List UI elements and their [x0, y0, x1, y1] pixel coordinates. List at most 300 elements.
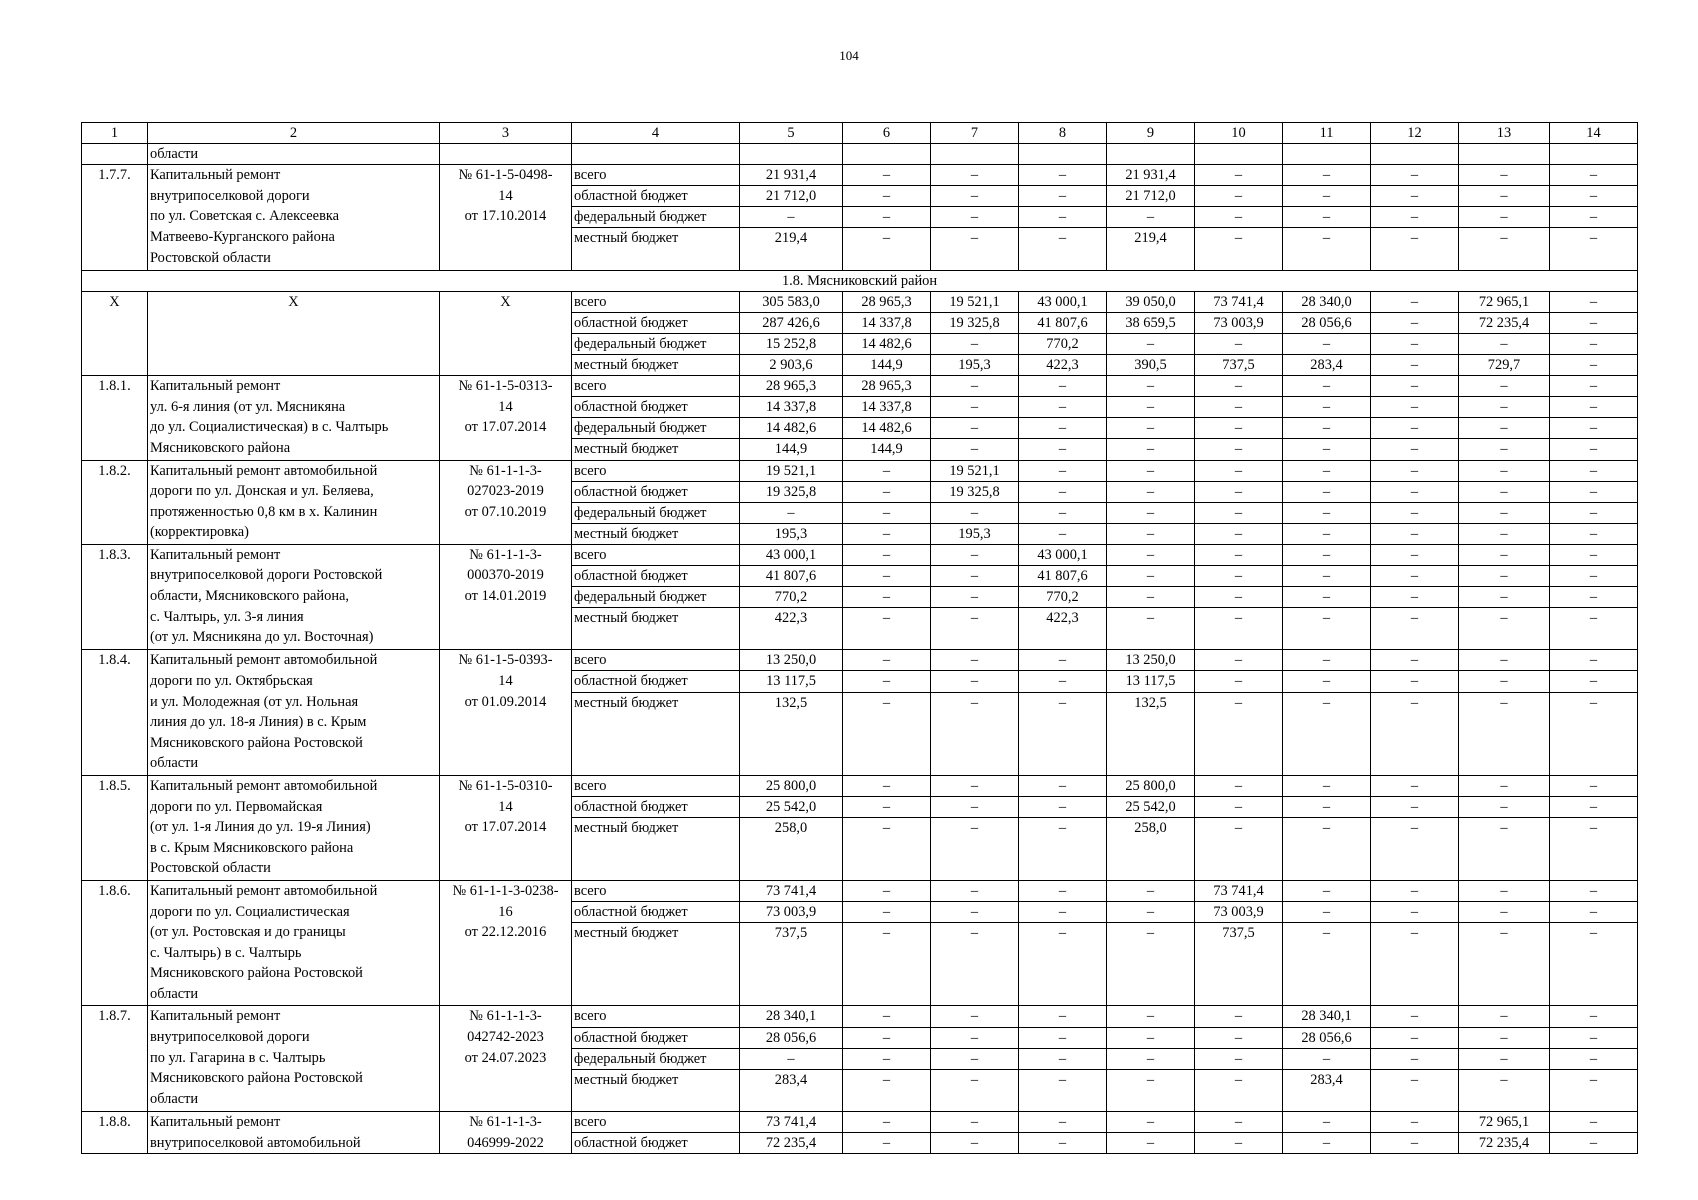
item-document-line: 14 [498, 398, 513, 415]
value-cell: – [843, 207, 931, 228]
value-cell: – [1019, 692, 1107, 775]
item-document-line: от 01.09.2014 [464, 693, 547, 710]
value-cell: 13 250,0 [740, 650, 843, 671]
value-cell: – [1371, 376, 1459, 397]
value-cell: 21 712,0 [1107, 186, 1195, 207]
budget-label: областной бюджет [572, 565, 740, 586]
value-cell: 28 340,0 [1283, 291, 1371, 312]
value-cell: – [1550, 1006, 1638, 1027]
value-cell: 258,0 [1107, 818, 1195, 881]
value-cell: 13 250,0 [1107, 650, 1195, 671]
value-cell: 72 235,4 [1459, 312, 1550, 333]
value-cell: 38 659,5 [1107, 312, 1195, 333]
value-cell: – [1195, 165, 1283, 186]
value-cell: – [1107, 502, 1195, 523]
item-number: 1.8.7. [82, 1006, 148, 1111]
item-description-line: протяженностью 0,8 км в х. Калинин [150, 503, 378, 520]
value-cell: – [1371, 650, 1459, 671]
value-cell: – [1550, 418, 1638, 439]
value-cell: 219,4 [1107, 228, 1195, 270]
value-cell: – [1283, 439, 1371, 460]
value-cell: – [1283, 1111, 1371, 1132]
item-description-line: дороги по ул. Донская и ул. Беляева, [150, 483, 374, 500]
value-cell: – [1371, 902, 1459, 923]
value-cell: 73 741,4 [740, 880, 843, 901]
value-cell: – [1283, 565, 1371, 586]
value-cell: – [1283, 797, 1371, 818]
value-cell: – [1107, 1006, 1195, 1027]
value-cell: – [1550, 1111, 1638, 1132]
item-document-line: от 24.07.2023 [464, 1049, 547, 1066]
item-document-line: 16 [498, 903, 513, 920]
value-cell: 14 337,8 [843, 312, 931, 333]
value-cell: – [1459, 692, 1550, 775]
value-cell: 19 521,1 [740, 460, 843, 481]
value-cell: – [1371, 333, 1459, 354]
value-cell: – [1283, 460, 1371, 481]
value-cell: – [740, 502, 843, 523]
budget-label: областной бюджет [572, 186, 740, 207]
value-cell: – [931, 902, 1019, 923]
item-document [440, 775, 572, 880]
value-cell: 195,3 [740, 523, 843, 544]
item-description-line: ул. 6-я линия (от ул. Мясникяна [150, 398, 346, 415]
value-cell: – [843, 523, 931, 544]
item-number: 1.8.1. [82, 376, 148, 460]
value-cell: 43 000,1 [1019, 544, 1107, 565]
value-cell: – [1550, 902, 1638, 923]
value-cell: 283,4 [1283, 1069, 1371, 1111]
table-row [82, 460, 1638, 481]
value-cell: – [843, 544, 931, 565]
item-description-line: дороги по ул. Социалистическая [150, 903, 350, 920]
value-cell: – [1283, 650, 1371, 671]
value-cell: – [1195, 1111, 1283, 1132]
value-cell: – [1195, 397, 1283, 418]
value-cell: – [1371, 608, 1459, 650]
value-cell: – [1195, 608, 1283, 650]
value-cell: – [1195, 1048, 1283, 1069]
value-cell: – [843, 1133, 931, 1154]
item-description [148, 460, 440, 544]
item-description-line: линия до ул. 18-я Линия) в с. Крым [150, 714, 367, 731]
value-cell: 390,5 [1107, 355, 1195, 376]
value-cell: – [1283, 818, 1371, 881]
item-description-line: внутрипоселковой дороги [150, 187, 310, 204]
value-cell: 25 800,0 [740, 775, 843, 796]
value-cell: – [1283, 1133, 1371, 1154]
value-cell: – [931, 1006, 1019, 1027]
value-cell: – [1107, 1111, 1195, 1132]
budget-label: федеральный бюджет [572, 1048, 740, 1069]
value-cell: 258,0 [740, 818, 843, 881]
value-cell: – [1459, 797, 1550, 818]
value-cell: – [1283, 902, 1371, 923]
value-cell: – [1550, 880, 1638, 901]
value-cell: – [1459, 186, 1550, 207]
value-cell: – [1371, 291, 1459, 312]
value-cell: 73 003,9 [1195, 312, 1283, 333]
value-cell: – [1550, 291, 1638, 312]
item-description-line: внутрипоселковой дороги [150, 1029, 310, 1046]
item-document-line: 046999-2022 [467, 1134, 544, 1151]
table-row [82, 165, 1638, 186]
item-document-line: 14 [498, 672, 513, 689]
value-cell: – [1107, 376, 1195, 397]
value-cell: – [1550, 502, 1638, 523]
item-description [148, 650, 440, 776]
item-document [440, 165, 572, 270]
value-cell: – [1550, 775, 1638, 796]
value-cell: – [931, 502, 1019, 523]
value-cell: – [1195, 333, 1283, 354]
column-number: 12 [1371, 123, 1459, 144]
item-document [440, 544, 572, 649]
table-row [82, 376, 1638, 397]
value-cell: – [843, 608, 931, 650]
value-cell: – [1195, 775, 1283, 796]
value-cell: – [1371, 818, 1459, 881]
column-number: 10 [1195, 123, 1283, 144]
value-cell: 132,5 [1107, 692, 1195, 775]
value-cell: 737,5 [740, 923, 843, 1006]
value-cell: – [931, 1111, 1019, 1132]
value-cell: – [1550, 671, 1638, 692]
budget-label: местный бюджет [572, 923, 740, 1006]
value-cell: 422,3 [1019, 608, 1107, 650]
budget-label: местный бюджет [572, 523, 740, 544]
item-description [148, 775, 440, 880]
item-document-line: № 61-1-1-3-0238- [452, 882, 559, 899]
value-cell: – [1019, 376, 1107, 397]
value-cell: 41 807,6 [1019, 312, 1107, 333]
section-title: 1.8. Мясниковский район [82, 270, 1638, 291]
value-cell: 14 482,6 [843, 418, 931, 439]
budget-label: местный бюджет [572, 228, 740, 270]
value-cell: – [1371, 775, 1459, 796]
value-cell: 73 741,4 [740, 1111, 843, 1132]
value-cell: – [1107, 1133, 1195, 1154]
budget-label: областной бюджет [572, 902, 740, 923]
value-cell: – [931, 797, 1019, 818]
value-cell: – [1195, 439, 1283, 460]
value-cell: 13 117,5 [1107, 671, 1195, 692]
value-cell: 28 056,6 [1283, 312, 1371, 333]
value-cell: – [1550, 544, 1638, 565]
value-cell: – [1195, 1069, 1283, 1111]
budget-label: областной бюджет [572, 312, 740, 333]
value-cell: – [843, 818, 931, 881]
cell-empty [1283, 144, 1371, 165]
value-cell: – [843, 650, 931, 671]
value-cell: – [1019, 207, 1107, 228]
value-cell: – [843, 1048, 931, 1069]
value-cell: – [931, 207, 1019, 228]
value-cell: – [843, 671, 931, 692]
value-cell: 729,7 [1459, 355, 1550, 376]
item-document [440, 650, 572, 776]
item-number: 1.8.3. [82, 544, 148, 649]
value-cell: – [1019, 902, 1107, 923]
value-cell: – [1550, 439, 1638, 460]
value-cell: – [1107, 880, 1195, 901]
value-cell: – [931, 544, 1019, 565]
value-cell: – [1459, 397, 1550, 418]
item-description-line: Капитальный ремонт [150, 378, 281, 395]
value-cell: – [1371, 207, 1459, 228]
cell-empty [931, 144, 1019, 165]
value-cell: – [1371, 355, 1459, 376]
value-cell: 41 807,6 [1019, 565, 1107, 586]
value-cell: – [1283, 207, 1371, 228]
value-cell: 28 340,1 [740, 1006, 843, 1027]
value-cell: – [1283, 481, 1371, 502]
table-row [82, 1006, 1638, 1027]
value-cell: – [1283, 502, 1371, 523]
item-document-line: 14 [498, 798, 513, 815]
item-description-line: (корректировка) [150, 524, 249, 541]
item-description-line: Капитальный ремонт [150, 1113, 281, 1130]
column-number: 3 [440, 123, 572, 144]
item-number: 1.8.5. [82, 775, 148, 880]
budget-label: местный бюджет [572, 818, 740, 881]
budget-label: федеральный бюджет [572, 207, 740, 228]
value-cell: – [1459, 502, 1550, 523]
value-cell: – [1107, 923, 1195, 1006]
value-cell: – [1019, 165, 1107, 186]
value-cell: – [1283, 333, 1371, 354]
value-cell: 13 117,5 [740, 671, 843, 692]
value-cell: – [931, 439, 1019, 460]
value-cell: – [1459, 439, 1550, 460]
value-cell: – [1195, 460, 1283, 481]
item-document [440, 1006, 572, 1111]
summary-row [82, 291, 1638, 312]
value-cell: 19 521,1 [931, 291, 1019, 312]
item-description-line: Ростовской области [150, 860, 271, 877]
value-cell: 422,3 [740, 608, 843, 650]
value-cell: – [931, 1027, 1019, 1048]
value-cell: – [931, 650, 1019, 671]
value-cell: – [1019, 775, 1107, 796]
item-document-line: № 61-1-5-0393- [458, 652, 553, 669]
budget-table [81, 122, 1638, 1154]
value-cell: – [931, 1133, 1019, 1154]
value-cell: – [1107, 481, 1195, 502]
value-cell: – [1459, 923, 1550, 1006]
value-cell: – [1283, 186, 1371, 207]
item-description-line: по ул. Гагарина в с. Чалтырь [150, 1049, 326, 1066]
value-cell: 72 965,1 [1459, 291, 1550, 312]
value-cell: – [931, 376, 1019, 397]
table-body [82, 123, 1638, 1154]
value-cell: – [1459, 818, 1550, 881]
item-description [148, 1111, 440, 1153]
value-cell: – [1371, 1048, 1459, 1069]
header-row [82, 123, 1638, 144]
value-cell: – [931, 565, 1019, 586]
budget-label: всего [572, 1111, 740, 1132]
value-cell: – [1550, 1133, 1638, 1154]
cell-empty [572, 144, 740, 165]
budget-label: всего [572, 775, 740, 796]
item-number: 1.8.2. [82, 460, 148, 544]
value-cell: – [1550, 312, 1638, 333]
cell-empty [1019, 144, 1107, 165]
value-cell: – [1107, 523, 1195, 544]
budget-label: всего [572, 376, 740, 397]
value-cell: – [1550, 333, 1638, 354]
column-number: 5 [740, 123, 843, 144]
value-cell: – [1283, 165, 1371, 186]
value-cell: – [843, 565, 931, 586]
item-description-line: Матвеево-Курганского района [150, 228, 335, 245]
column-number: 2 [148, 123, 440, 144]
value-cell: – [1195, 650, 1283, 671]
value-cell: 195,3 [931, 523, 1019, 544]
value-cell: – [1283, 376, 1371, 397]
value-cell: 28 340,1 [1283, 1006, 1371, 1027]
value-cell: – [1550, 186, 1638, 207]
value-cell: 28 965,3 [740, 376, 843, 397]
budget-label: местный бюджет [572, 355, 740, 376]
value-cell: – [1195, 1027, 1283, 1048]
item-description-line: Ростовской области [150, 249, 271, 266]
value-cell: – [1195, 376, 1283, 397]
value-cell: – [1019, 439, 1107, 460]
item-description-line: дороги по ул. Первомайская [150, 798, 323, 815]
value-cell: 144,9 [740, 439, 843, 460]
budget-label: областной бюджет [572, 1027, 740, 1048]
value-cell: 73 741,4 [1195, 291, 1283, 312]
value-cell: – [1283, 923, 1371, 1006]
value-cell: – [1283, 880, 1371, 901]
value-cell: – [1550, 207, 1638, 228]
value-cell: – [931, 880, 1019, 901]
value-cell: – [931, 165, 1019, 186]
budget-label: всего [572, 291, 740, 312]
item-number: 1.7.7. [82, 165, 148, 270]
value-cell: – [1195, 481, 1283, 502]
value-cell: – [1283, 1048, 1371, 1069]
value-cell: 73 741,4 [1195, 880, 1283, 901]
value-cell: – [1550, 397, 1638, 418]
table-row [82, 1111, 1638, 1132]
value-cell: – [931, 418, 1019, 439]
value-cell: – [931, 587, 1019, 608]
budget-label: областной бюджет [572, 481, 740, 502]
item-document-line: от 07.10.2019 [464, 503, 547, 520]
value-cell: – [843, 460, 931, 481]
item-description [148, 376, 440, 460]
value-cell: – [931, 608, 1019, 650]
value-cell: 21 931,4 [1107, 165, 1195, 186]
item-document-line: 027023-2019 [467, 483, 544, 500]
table-row [82, 880, 1638, 901]
value-cell: – [1019, 880, 1107, 901]
item-description-line: (от ул. 1-я Линия до ул. 19-я Линия) [150, 819, 371, 836]
item-description-line: с. Чалтырь) в с. Чалтырь [150, 944, 302, 961]
value-cell: – [1019, 481, 1107, 502]
column-number: 13 [1459, 123, 1550, 144]
item-description-line: Мясниковского района Ростовской [150, 734, 363, 751]
cell-empty [1195, 144, 1283, 165]
value-cell: – [1107, 1069, 1195, 1111]
budget-label: местный бюджет [572, 608, 740, 650]
value-cell: – [1550, 565, 1638, 586]
value-cell: – [1107, 418, 1195, 439]
value-cell: – [1195, 207, 1283, 228]
item-description-line: Капитальный ремонт автомобильной [150, 882, 378, 899]
value-cell: 305 583,0 [740, 291, 843, 312]
value-cell: – [843, 481, 931, 502]
value-cell: – [1019, 186, 1107, 207]
value-cell: – [1371, 397, 1459, 418]
value-cell: 15 252,8 [740, 333, 843, 354]
value-cell: 19 325,8 [931, 481, 1019, 502]
value-cell: 283,4 [1283, 355, 1371, 376]
item-document-line: от 17.10.2014 [464, 208, 547, 225]
item-document-line: 14 [498, 187, 513, 204]
value-cell: – [931, 1048, 1019, 1069]
continuation-text: области [148, 144, 440, 165]
value-cell: – [1195, 1133, 1283, 1154]
value-cell: 72 965,1 [1459, 1111, 1550, 1132]
value-cell: – [1550, 608, 1638, 650]
value-cell: 14 482,6 [843, 333, 931, 354]
value-cell: – [1107, 439, 1195, 460]
budget-label: областной бюджет [572, 797, 740, 818]
value-cell: – [843, 692, 931, 775]
table-row [82, 775, 1638, 796]
value-cell: – [1195, 587, 1283, 608]
column-number: 7 [931, 123, 1019, 144]
value-cell: 14 337,8 [843, 397, 931, 418]
value-cell: – [843, 1027, 931, 1048]
value-cell: – [1283, 587, 1371, 608]
value-cell: – [1371, 880, 1459, 901]
value-cell: – [931, 228, 1019, 270]
value-cell: 19 325,8 [931, 312, 1019, 333]
value-cell: 25 800,0 [1107, 775, 1195, 796]
value-cell: – [843, 775, 931, 796]
value-cell: – [1550, 818, 1638, 881]
value-cell: 195,3 [931, 355, 1019, 376]
value-cell: – [1283, 397, 1371, 418]
value-cell: – [1107, 544, 1195, 565]
item-description-line: внутрипоселковой автомобильной [150, 1134, 361, 1151]
value-cell: – [1550, 923, 1638, 1006]
value-cell: 25 542,0 [1107, 797, 1195, 818]
column-number: 8 [1019, 123, 1107, 144]
cell-empty [1107, 144, 1195, 165]
value-cell: – [1195, 502, 1283, 523]
value-cell: – [843, 923, 931, 1006]
value-cell: – [1459, 544, 1550, 565]
item-number: 1.8.6. [82, 880, 148, 1006]
value-cell: – [1371, 797, 1459, 818]
item-number: 1.8.4. [82, 650, 148, 776]
value-cell: – [1019, 397, 1107, 418]
value-cell: – [1550, 1027, 1638, 1048]
value-cell: – [1371, 692, 1459, 775]
cell-empty [1371, 144, 1459, 165]
value-cell: – [843, 880, 931, 901]
value-cell: – [1459, 418, 1550, 439]
item-document [440, 1111, 572, 1153]
column-number: 4 [572, 123, 740, 144]
column-number: 9 [1107, 123, 1195, 144]
